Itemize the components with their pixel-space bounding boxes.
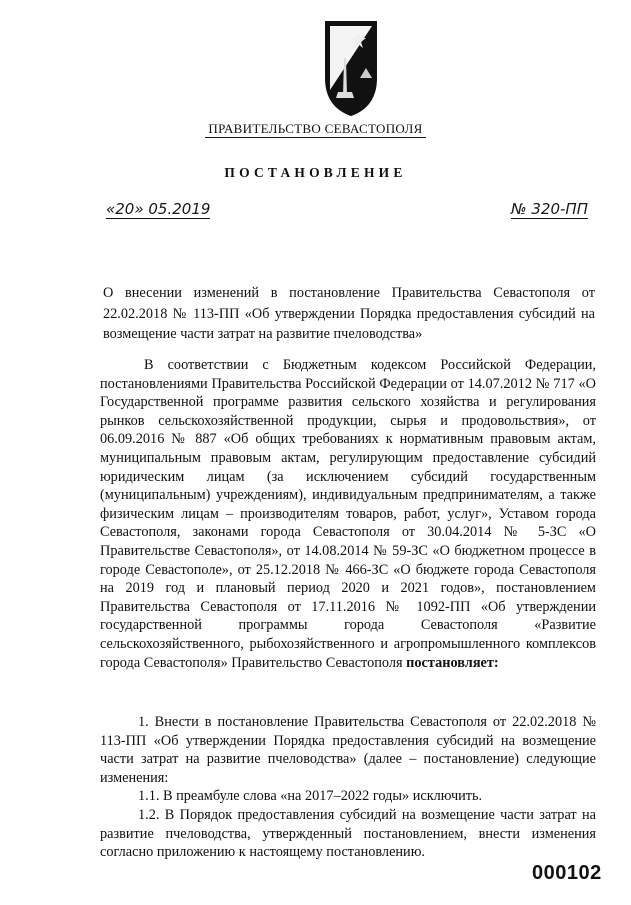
list-item: 1. Внести в постановление Правительства Севастополя от 22.02.2018 № 113-ПП «Об утверждении Порядка предоставления субсидий на возмещение части затрат на развитие пчеловодства» (далее – постановление) следующие изменения:	[100, 714, 596, 786]
decree-items	[100, 713, 596, 862]
decree-title-text: О внесении изменений в постановление Правительства Севастополя от 22.02.2018 № 113-ПП «Об утверждении Порядка предоставления субсидий на возмещение части затрат на развитие пчеловодства»	[103, 285, 595, 342]
decree-word: постановляет:	[406, 654, 499, 671]
sevastopol-coat-of-arms	[322, 18, 380, 118]
decree-number: № 320-ПП	[511, 200, 588, 218]
preamble-text: В соответствии с Бюджетным кодексом Российской Федерации, постановлениями Правительства Российской Федерации от 14.07.2012 № 717 «О Государственной программе развития сельского хозяйства и регулирования рынков сельскохозяйственной продукции, сырья и продовольствия», от 06.09.2016 № 887 «Об общих требованиях к нормативным правовым актам, муниципальным правовым актам, регулирующим предоставление субсидий юридическим лицам (за исключением субсидий государственным (муниципальным) учреждениям), индивидуальным предпринимателям, а также физическим лицам – производителям товаров, работ, услуг», Уставом города Севастополя, законами города Севастополя от 30.04.2014 № 5-ЗС «О Правительстве Севастополя», от 14.08.2014 № 59-ЗС «О бюджетном процессе в городе Севастополе», от 25.12.2018 № 466-ЗС «О бюджете города Севастополя на 2019 год и плановый период 2020 и 2021 годов», постановлением Правительства Севастополя от 17.11.2016 № 1092-ПП «Об утверждении государственной программы города Севастополя «Развитие сельскохозяйственного, рыбохозяйственного и агропромышленного комплексов города Севастополя» Правительство Севастополя	[100, 357, 596, 671]
decree-date: «20» 05.2019	[106, 200, 211, 218]
decree-title	[103, 283, 595, 345]
list-item: 1.1. В преамбуле слова «на 2017–2022 годы» исключить.	[138, 788, 483, 805]
list-item: 1.2. В Порядок предоставления субсидий на возмещение части затрат на развитие пчеловодства, утвержденный постановлением, внести изменения согласно приложению к настоящему постановлению.	[100, 806, 596, 861]
government-name: ПРАВИТЕЛЬСТВО СЕВАСТОПОЛЯ	[0, 121, 631, 137]
page-stamp-number: 000102	[532, 862, 602, 884]
preamble-paragraph	[100, 356, 596, 672]
document-type-heading: ПОСТАНОВЛЕНИЕ	[224, 165, 407, 180]
preamble	[100, 356, 596, 672]
